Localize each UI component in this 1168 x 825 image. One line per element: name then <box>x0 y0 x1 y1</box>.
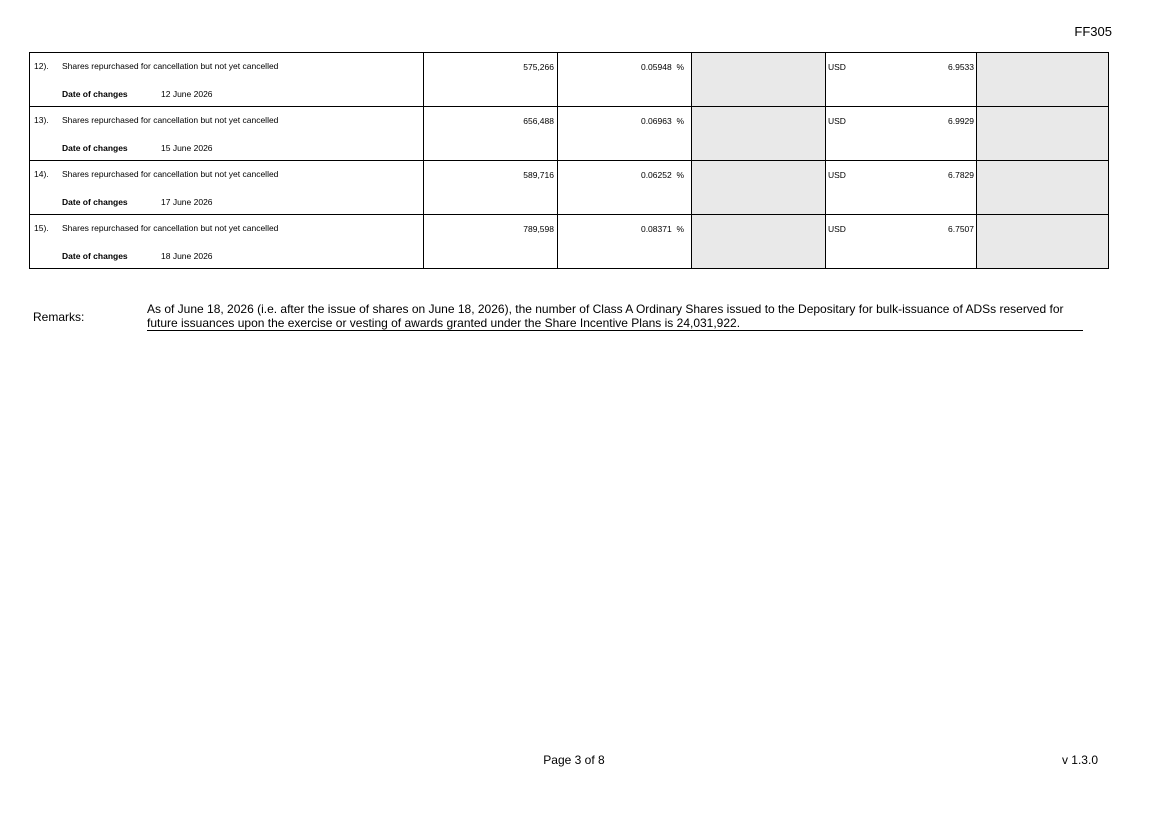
shaded-cell <box>977 215 1109 269</box>
date-value: 12 June 2026 <box>161 89 213 99</box>
price-cell <box>826 53 977 107</box>
form-code: FF305 <box>1074 24 1112 39</box>
shares-cell <box>424 215 558 269</box>
percentage-value: 0.05948 <box>640 62 672 72</box>
price-value: 6.9929 <box>948 116 974 126</box>
remarks-text: As of June 18, 2026 (i.e. after the issue of shares on June 18, 2026), the number of Class A Ordinary Shares issued to the Depositary for bulk-issuance of ADSs reserved for future issuances upon the exercise or vesting of awards granted under the Share Incentive Plans is 24,031,922. <box>147 302 1083 331</box>
shaded-cell <box>692 161 826 215</box>
table-row <box>30 161 1109 215</box>
percentage-cell <box>558 215 692 269</box>
row-index: 15). <box>34 223 49 233</box>
percentage-cell <box>558 53 692 107</box>
currency-code: USD <box>828 116 846 126</box>
row-index: 14). <box>34 169 49 179</box>
percent-sign: % <box>676 170 684 180</box>
shaded-cell <box>692 215 826 269</box>
currency-code: USD <box>828 170 846 180</box>
percentage-cell <box>558 107 692 161</box>
percentage-value: 0.06963 <box>640 116 672 126</box>
shares-cell <box>424 107 558 161</box>
date-label: Date of changes <box>62 251 128 261</box>
date-value: 15 June 2026 <box>161 143 213 153</box>
description-cell <box>30 53 424 107</box>
shaded-cell <box>977 107 1109 161</box>
price-value: 6.7507 <box>948 224 974 234</box>
currency-code: USD <box>828 224 846 234</box>
date-value: 17 June 2026 <box>161 197 213 207</box>
date-label: Date of changes <box>62 143 128 153</box>
share-changes-table <box>29 52 1109 269</box>
percent-sign: % <box>676 116 684 126</box>
row-index: 12). <box>34 61 49 71</box>
shaded-cell <box>692 107 826 161</box>
price-value: 6.7829 <box>948 170 974 180</box>
shaded-cell <box>977 53 1109 107</box>
currency-code: USD <box>828 62 846 72</box>
shares-cell <box>424 53 558 107</box>
number-of-shares: 575,266 <box>523 62 554 72</box>
row-description: Shares repurchased for cancellation but not yet cancelled <box>62 115 279 125</box>
table-row <box>30 215 1109 269</box>
date-label: Date of changes <box>62 197 128 207</box>
version-label: v 1.3.0 <box>1061 753 1098 767</box>
shaded-cell <box>692 53 826 107</box>
percentage-cell <box>558 161 692 215</box>
page-number: Page 3 of 8 <box>543 753 605 767</box>
table-row <box>30 53 1109 107</box>
number-of-shares: 789,598 <box>523 224 554 234</box>
percent-sign: % <box>676 224 684 234</box>
remarks-label: Remarks: <box>33 310 85 324</box>
price-value: 6.9533 <box>948 62 974 72</box>
price-cell <box>826 107 977 161</box>
description-cell <box>30 161 424 215</box>
percentage-value: 0.06252 <box>640 170 672 180</box>
percent-sign: % <box>676 62 684 72</box>
shares-cell <box>424 161 558 215</box>
number-of-shares: 656,488 <box>523 116 554 126</box>
row-description: Shares repurchased for cancellation but not yet cancelled <box>62 61 279 71</box>
date-value: 18 June 2026 <box>161 251 213 261</box>
shaded-cell <box>977 161 1109 215</box>
price-cell <box>826 215 977 269</box>
row-description: Shares repurchased for cancellation but not yet cancelled <box>62 223 279 233</box>
row-description: Shares repurchased for cancellation but not yet cancelled <box>62 169 279 179</box>
table-row <box>30 107 1109 161</box>
price-cell <box>826 161 977 215</box>
description-cell <box>30 107 424 161</box>
row-index: 13). <box>34 115 49 125</box>
description-cell <box>30 215 424 269</box>
date-label: Date of changes <box>62 89 128 99</box>
percentage-value: 0.08371 <box>640 224 672 234</box>
number-of-shares: 589,716 <box>523 170 554 180</box>
